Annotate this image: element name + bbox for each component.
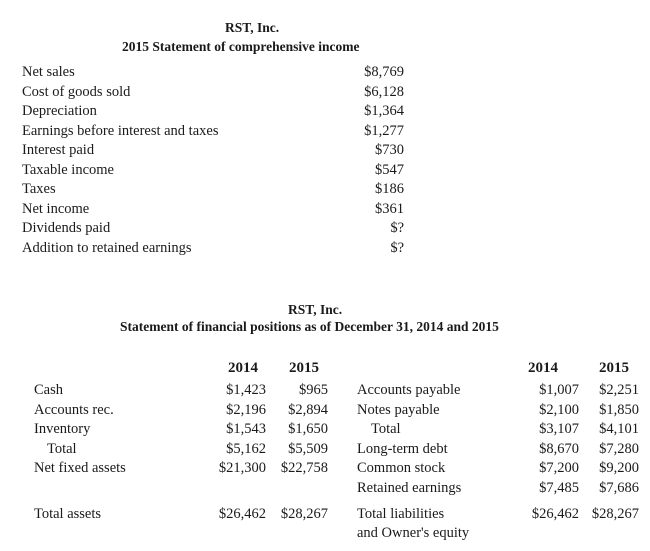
liabilities-year-header-2015: 2015 <box>599 360 629 376</box>
income-row-label: Depreciation <box>22 103 97 119</box>
liability-label: Notes payable <box>357 401 440 418</box>
asset-label: Inventory <box>34 421 91 437</box>
income-row-label: Taxes <box>22 181 56 197</box>
asset-label: Accounts rec. <box>34 401 114 418</box>
income-statement-company: RST, Inc. <box>225 20 280 35</box>
balance-sheet-company: RST, Inc. <box>288 302 343 317</box>
asset-value-2014: $1,543 <box>226 421 266 437</box>
asset-label: Net fixed assets <box>34 460 126 476</box>
liability-value-2014: $7,200 <box>539 460 579 476</box>
total-liabilities-equity-2015: $28,267 <box>591 506 639 522</box>
income-row-label: Net sales <box>22 64 75 80</box>
liability-value-2015: $7,280 <box>599 440 639 457</box>
liabilities-labels-column <box>357 381 507 498</box>
liability-label: Common stock <box>357 460 446 476</box>
income-row-value: $6,128 <box>364 83 404 100</box>
assets-year-header-2014: 2014 <box>228 360 258 376</box>
assets-2014-column <box>195 381 266 479</box>
liability-value-2014: $1,007 <box>539 382 579 398</box>
liability-label: Accounts payable <box>357 382 461 398</box>
income-row-label: Earnings before interest and taxes <box>22 122 219 139</box>
liability-value-2015: $1,850 <box>599 401 639 418</box>
income-row-value: $547 <box>375 161 404 178</box>
liability-value-2015: $2,251 <box>599 382 639 398</box>
liabilities-year-header-2014: 2014 <box>528 360 558 376</box>
liability-value-2015: $4,101 <box>599 421 639 437</box>
liability-value-2014: $7,485 <box>539 479 579 496</box>
liability-value-2014: $3,107 <box>539 421 579 437</box>
liabilities-2014-column <box>508 381 579 498</box>
income-row-value: $361 <box>375 200 404 217</box>
income-row-value: $? <box>390 239 404 256</box>
total-liabilities-equity-label <box>357 505 469 543</box>
asset-value-2014: $2,196 <box>226 401 266 418</box>
liability-value-2015: $7,686 <box>599 479 639 496</box>
liability-value-2014: $2,100 <box>539 401 579 418</box>
asset-value-2015: $2,894 <box>288 401 328 418</box>
income-row-value: $? <box>390 220 404 236</box>
asset-value-2015: $5,509 <box>288 440 328 457</box>
liability-value-2014: $8,670 <box>539 440 579 457</box>
income-row-label: Dividends paid <box>22 220 111 236</box>
liability-value-2015: $9,200 <box>599 460 639 476</box>
income-row-label: Taxable income <box>22 161 114 178</box>
income-row-label: Cost of goods sold <box>22 83 131 100</box>
income-row-value: $1,364 <box>364 103 404 119</box>
asset-total-label: Total <box>47 440 77 457</box>
assets-year-header-2015: 2015 <box>289 360 319 376</box>
asset-value-2014: $1,423 <box>226 382 266 398</box>
liability-label: Retained earnings <box>357 479 462 496</box>
income-row-value: $186 <box>375 181 404 197</box>
assets-labels-column <box>34 381 194 479</box>
asset-value-2014: $21,300 <box>218 460 266 476</box>
liability-label: Long-term debt <box>357 440 448 457</box>
balance-sheet-title: Statement of financial positions as of December 31, 2014 and 2015 <box>120 319 499 334</box>
income-statement-title: 2015 Statement of comprehensive income <box>122 39 360 54</box>
total-liabilities-label-line1: Total liabilities <box>357 506 445 522</box>
asset-value-2014: $5,162 <box>226 440 266 457</box>
total-assets-label: Total assets <box>34 506 102 522</box>
asset-value-2015: $965 <box>299 382 328 398</box>
total-assets-2014: $26,462 <box>218 506 266 522</box>
total-liabilities-label-line2: and Owner's equity <box>357 525 470 541</box>
income-row-value: $730 <box>375 142 404 158</box>
liability-total-label: Total <box>371 421 401 437</box>
income-row-label: Interest paid <box>22 142 95 158</box>
total-assets-2015: $28,267 <box>280 506 328 522</box>
income-values-column <box>300 63 404 258</box>
assets-2015-column <box>268 381 328 479</box>
total-liabilities-equity-2014: $26,462 <box>531 506 579 522</box>
income-row-label: Net income <box>22 200 90 217</box>
asset-label: Cash <box>34 382 63 398</box>
income-row-value: $8,769 <box>364 64 404 80</box>
income-row-label: Addition to retained earnings <box>22 239 192 256</box>
asset-value-2015: $1,650 <box>288 421 328 437</box>
income-labels-column <box>22 63 282 258</box>
income-row-value: $1,277 <box>364 122 404 139</box>
liabilities-2015-column <box>581 381 639 498</box>
asset-value-2015: $22,758 <box>280 460 328 476</box>
